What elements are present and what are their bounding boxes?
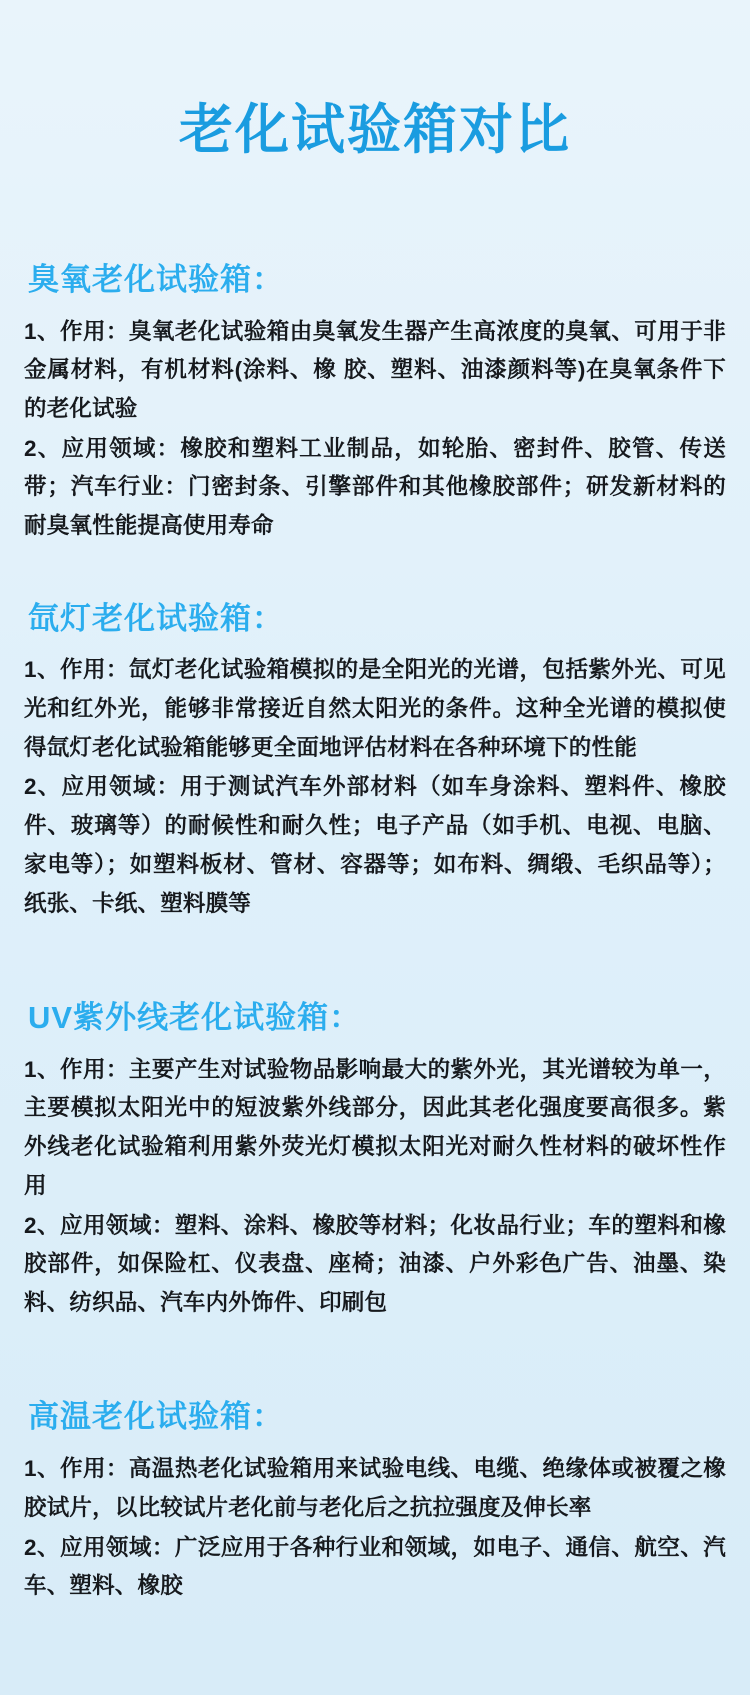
section-paragraph: 1、作用：臭氧老化试验箱由臭氧发生器产生高浓度的臭氧、可用于非金属材料，有机材料(涂料、橡 胶、塑料、油漆颜料等)在臭氧条件下的老化试验 [24, 318, 726, 422]
document-page [0, 36, 750, 1636]
section-paragraph: 2、应用领域：塑料、涂料、橡胶等材料；化妆品行业；车的塑料和橡胶部件，如保险杠、仪表盘、座椅；油漆、户外彩色广告、油墨、染料、纺织品、汽车内外饰件、印刷包 [24, 1212, 726, 1315]
section-paragraph: 1、作用：高温热老化试验箱用来试验电线、电缆、绝缘体或被覆之橡胶试片，以比较试片老化前与老化后之抗拉强度及伸长率 [24, 1456, 726, 1520]
section-heading: 氙灯老化试验箱： [28, 600, 284, 636]
section-paragraph: 1、作用：主要产生对试验物品影响最大的紫外光，其光谱较为单一，主要模拟太阳光中的短波紫外线部分，因此其老化强度要高很多。紫外线老化试验箱利用紫外荧光灯模拟太阳光对耐久性材料的破坏性作用 [24, 1056, 726, 1198]
section-uv-aging-chamber [22, 923, 728, 1322]
section-xenon-lamp-aging-chamber [22, 546, 728, 923]
section-high-temperature-aging-chamber [22, 1323, 728, 1606]
page-title: 老化试验箱对比 [179, 100, 571, 161]
section-paragraph: 2、应用领域：广泛应用于各种行业和领域，如电子、通信、航空、汽车、塑料、橡胶 [24, 1534, 726, 1599]
section-paragraph: 1、作用：氙灯老化试验箱模拟的是全阳光的光谱，包括紫外光、可见光和红外光，能够非常接近自然太阳光的条件。这种全光谱的模拟使得氙灯老化试验箱能够更全面地评估材料在各种环境下的性能 [24, 657, 726, 760]
section-paragraph: 2、应用领域：橡胶和塑料工业制品，如轮胎、密封件、胶管、传送带；汽车行业：门密封条、引擎部件和其他橡胶部件；研发新材料的耐臭氧性能提高使用寿命 [24, 435, 726, 539]
section-heading: 臭氧老化试验箱： [28, 261, 284, 297]
section-ozone-aging-chamber [22, 207, 728, 546]
section-heading: UV紫外线老化试验箱： [28, 999, 362, 1035]
section-paragraph: 2、应用领域：用于测试汽车外部材料（如车身涂料、塑料件、橡胶件、玻璃等）的耐候性和耐久性；电子产品（如手机、电视、电脑、家电等）；如塑料板材、管材、容器等；如布料、绸缎、毛织品等）；纸张、卡纸、塑料膜等 [24, 774, 726, 916]
section-heading: 高温老化试验箱： [28, 1399, 284, 1435]
